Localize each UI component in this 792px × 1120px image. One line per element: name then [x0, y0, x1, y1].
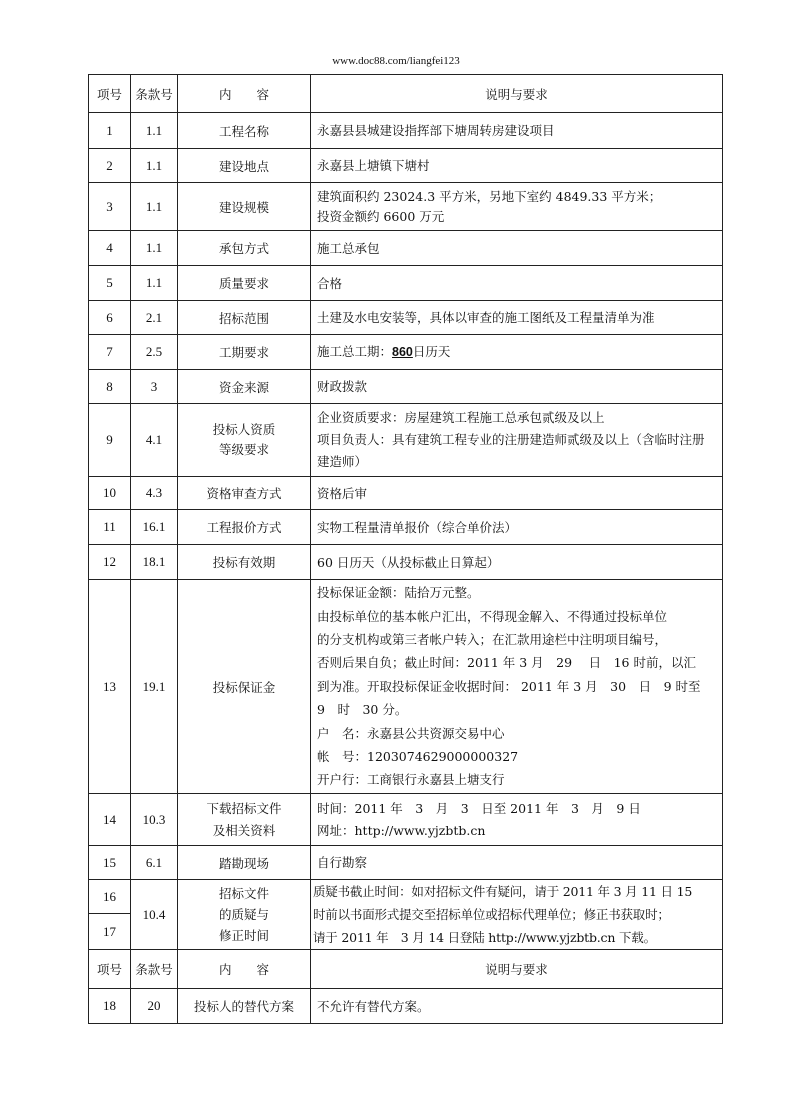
name-line: 下载招标文件	[206, 800, 282, 816]
row-name	[178, 404, 311, 477]
desc-line: 投标保证金额：陆拾万元整。	[317, 585, 480, 601]
row-no: 11	[89, 510, 131, 545]
row-name: 工程报价方式	[178, 510, 311, 545]
desc-line	[317, 340, 716, 364]
header-desc: 说明与要求	[311, 75, 723, 113]
row-clause: 18.1	[131, 545, 178, 580]
desc-line: 请于 2011 年 3 月 14 日登陆 http://www.yjzbtb.cn 下载。	[313, 930, 656, 945]
desc-line: 的分支机构或第三者帐户转入；在汇款用途栏中注明项目编号，	[317, 631, 668, 647]
row-name: 建设规模	[178, 183, 311, 231]
row-clause: 1.1	[131, 113, 178, 149]
row-clause: 1.1	[131, 149, 178, 183]
row-desc	[311, 266, 723, 301]
desc-line: 由投标单位的基本帐户汇出，不得现金解入、不得通过投标单位	[317, 608, 668, 624]
desc-line: 开户行：工商银行永嘉县上塘支行	[317, 772, 505, 788]
row-desc	[311, 149, 723, 183]
duration-suffix: 日历天	[412, 344, 451, 359]
duration-prefix: 施工总工期：	[317, 344, 393, 359]
desc-line: 自行勘察	[317, 855, 368, 870]
row-name: 资金来源	[178, 370, 311, 404]
desc-line: 不允许有替代方案。	[317, 998, 430, 1014]
desc-line: 投资金额约 6600 万元	[317, 208, 445, 224]
desc-line: 否则后果自负；截止时间：2011 年 3 月 29 日 16 时前，以汇	[317, 655, 696, 671]
desc-line: 企业资质要求：房屋建筑工程施工总承包贰级及以上	[317, 410, 605, 425]
row-no: 7	[89, 335, 131, 370]
row-name	[178, 880, 311, 950]
row-no: 3	[89, 183, 131, 231]
row-clause: 10.4	[131, 880, 178, 950]
desc-line: 质疑书截止时间：如对招标文件有疑问，请于 2011 年 3 月 11 日 15	[313, 884, 693, 899]
row-name: 投标人的替代方案	[178, 989, 311, 1024]
header-no: 项号	[89, 75, 131, 113]
row-no: 4	[89, 231, 131, 266]
row-desc	[311, 231, 723, 266]
row-clause: 20	[131, 989, 178, 1024]
desc-line: 合格	[317, 275, 343, 291]
row-desc	[311, 335, 723, 370]
desc-line: 实物工程量清单报价（综合单价法）	[317, 519, 518, 535]
desc-line: 60 日历天（从投标截止日算起）	[317, 554, 500, 570]
row-no: 12	[89, 545, 131, 580]
desc-line: 财政拨款	[317, 379, 368, 394]
desc-line: 时间：2011 年 3 月 3 日至 2011 年 3 月 9 日	[317, 800, 641, 816]
header-content: 内 容	[178, 950, 311, 989]
row-no: 1	[89, 113, 131, 149]
row-name: 质量要求	[178, 266, 311, 301]
row-no: 10	[89, 477, 131, 510]
row-desc	[311, 880, 723, 950]
row-name: 建设地点	[178, 149, 311, 183]
table-row	[89, 335, 723, 370]
header-content: 内 容	[178, 75, 311, 113]
row-name: 招标范围	[178, 301, 311, 335]
row-desc	[311, 794, 723, 846]
desc-line: 土建及水电安装等，具体以审查的施工图纸及工程量清单为准	[317, 310, 655, 325]
row-desc	[311, 510, 723, 545]
row-clause: 6.1	[131, 846, 178, 880]
row-clause: 4.1	[131, 404, 178, 477]
desc-line: 资格后审	[317, 485, 368, 501]
name-line: 招标文件	[218, 886, 269, 901]
row-clause: 19.1	[131, 580, 178, 794]
row-name	[178, 794, 311, 846]
desc-line: 永嘉县上塘镇下塘村	[317, 158, 430, 173]
row-no: 5	[89, 266, 131, 301]
table-row	[89, 183, 723, 231]
row-no: 17	[89, 914, 131, 950]
table-row	[89, 113, 723, 149]
table-row	[89, 477, 723, 510]
row-name: 资格审查方式	[178, 477, 311, 510]
header-no: 项号	[89, 950, 131, 989]
desc-line: 永嘉县县城建设指挥部下塘周转房建设项目	[317, 123, 555, 138]
row-desc	[311, 370, 723, 404]
row-no: 6	[89, 301, 131, 335]
table-row	[89, 545, 723, 580]
table-row	[89, 846, 723, 880]
header-clause: 条款号	[131, 75, 178, 113]
name-line: 的质疑与	[218, 907, 269, 922]
row-name: 工期要求	[178, 335, 311, 370]
row-clause: 3	[131, 370, 178, 404]
row-name: 投标有效期	[178, 545, 311, 580]
row-desc	[311, 545, 723, 580]
row-no: 18	[89, 989, 131, 1024]
desc-line: 施工总承包	[317, 240, 380, 256]
row-clause: 1.1	[131, 266, 178, 301]
name-line: 投标人资质	[212, 422, 276, 437]
desc-line: 帐 号：1203074629000000327	[317, 749, 519, 765]
row-clause: 2.1	[131, 301, 178, 335]
table-row	[89, 580, 723, 794]
name-line: 等级要求	[218, 442, 269, 457]
header-clause: 条款号	[131, 950, 178, 989]
row-desc	[311, 580, 723, 794]
desc-line: 网址：http://www.yjzbtb.cn	[317, 822, 486, 838]
row-no: 13	[89, 580, 131, 794]
row-desc	[311, 183, 723, 231]
desc-line: 9 时 30 分。	[317, 702, 408, 718]
row-name: 工程名称	[178, 113, 311, 149]
row-no: 15	[89, 846, 131, 880]
row-desc	[311, 404, 723, 477]
table-row	[89, 880, 723, 914]
desc-line: 户 名：永嘉县公共资源交易中心	[317, 725, 505, 741]
row-clause: 10.3	[131, 794, 178, 846]
desc-line: 项目负责人：具有建筑工程专业的注册建造师贰级及以上（含临时注册建造师）	[317, 432, 705, 469]
table-row	[89, 794, 723, 846]
table-row	[89, 231, 723, 266]
table-row	[89, 989, 723, 1024]
row-desc	[311, 113, 723, 149]
row-no: 16	[89, 880, 131, 914]
name-line: 及相关资料	[212, 822, 276, 838]
row-desc	[311, 301, 723, 335]
row-clause: 2.5	[131, 335, 178, 370]
table-row	[89, 370, 723, 404]
row-desc	[311, 989, 723, 1024]
table-row	[89, 266, 723, 301]
row-no: 8	[89, 370, 131, 404]
duration-days: 860	[392, 345, 413, 359]
row-no: 14	[89, 794, 131, 846]
row-clause: 16.1	[131, 510, 178, 545]
row-clause: 1.1	[131, 231, 178, 266]
watermark-url: www.doc88.com/liangfei123	[332, 55, 460, 67]
desc-line: 建筑面积约 23024.3 平方米，另地下室约 4849.33 平方米；	[317, 188, 662, 204]
row-name: 踏勘现场	[178, 846, 311, 880]
row-name: 投标保证金	[178, 580, 311, 794]
desc-line: 到为准。开取投标保证金收据时间： 2011 年 3 月 30 日 9 时至	[317, 678, 701, 694]
desc-line: 时前以书面形式提交至招标单位或招标代理单位；修正书获取时；	[313, 907, 670, 922]
row-clause: 4.3	[131, 477, 178, 510]
table-row	[89, 510, 723, 545]
tender-spec-table	[88, 74, 723, 1024]
header-desc: 说明与要求	[311, 950, 723, 989]
row-name: 承包方式	[178, 231, 311, 266]
row-desc	[311, 477, 723, 510]
table-header-row	[89, 75, 723, 113]
row-clause: 1.1	[131, 183, 178, 231]
table-row	[89, 149, 723, 183]
table-header-row-repeat	[89, 950, 723, 989]
name-line: 修正时间	[218, 928, 269, 943]
row-desc	[311, 846, 723, 880]
row-no: 2	[89, 149, 131, 183]
row-no: 9	[89, 404, 131, 477]
table-row	[89, 404, 723, 477]
table-row	[89, 301, 723, 335]
